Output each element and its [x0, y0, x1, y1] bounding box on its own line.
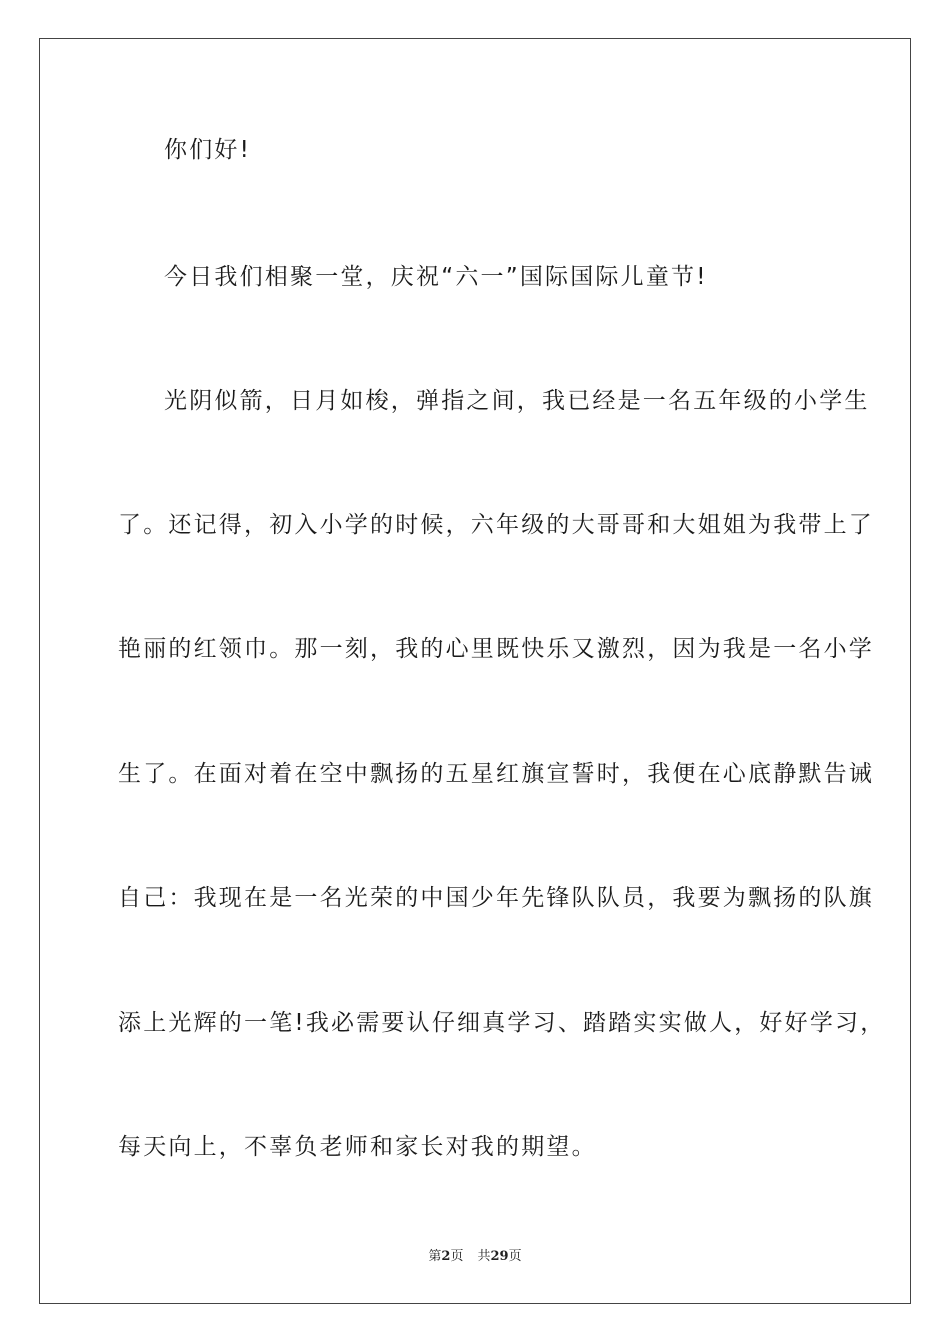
- total-prefix: 共: [477, 1249, 491, 1264]
- page-border: [39, 38, 911, 1304]
- paragraph-line: 添上光辉的一笔!我必需要认仔细真学习、踏踏实实做人，好好学习，: [118, 1010, 886, 1036]
- paragraph-line: 每天向上，不辜负老师和家长对我的期望。: [118, 1134, 597, 1160]
- paragraph-line: 生了。在面对着在空中飘扬的五星红旗宣誓时，我便在心底静默告诫: [118, 761, 874, 787]
- paragraph-line: 艳丽的红领巾。那一刻，我的心里既快乐又激烈，因为我是一名小学: [118, 636, 874, 662]
- page-number: 2: [441, 1249, 451, 1264]
- total-suffix: 页: [508, 1249, 522, 1264]
- greeting-line: 你们好!: [164, 137, 252, 163]
- page-footer: [0, 1248, 950, 1266]
- total-pages: 29: [490, 1249, 509, 1264]
- paragraph-line: 自己：我现在是一名光荣的中国少年先锋队队员，我要为飘扬的队旗: [118, 885, 874, 911]
- paragraph-line: 光阴似箭，日月如梭，弹指之间，我已经是一名五年级的小学生: [164, 388, 870, 414]
- page-prefix: 第: [428, 1249, 442, 1264]
- paragraph-line: 今日我们相聚一堂，庆祝“六一”国际国际儿童节!: [164, 264, 708, 290]
- paragraph-line: 了。还记得，初入小学的时候，六年级的大哥哥和大姐姐为我带上了: [118, 512, 874, 538]
- page-suffix: 页: [450, 1249, 464, 1264]
